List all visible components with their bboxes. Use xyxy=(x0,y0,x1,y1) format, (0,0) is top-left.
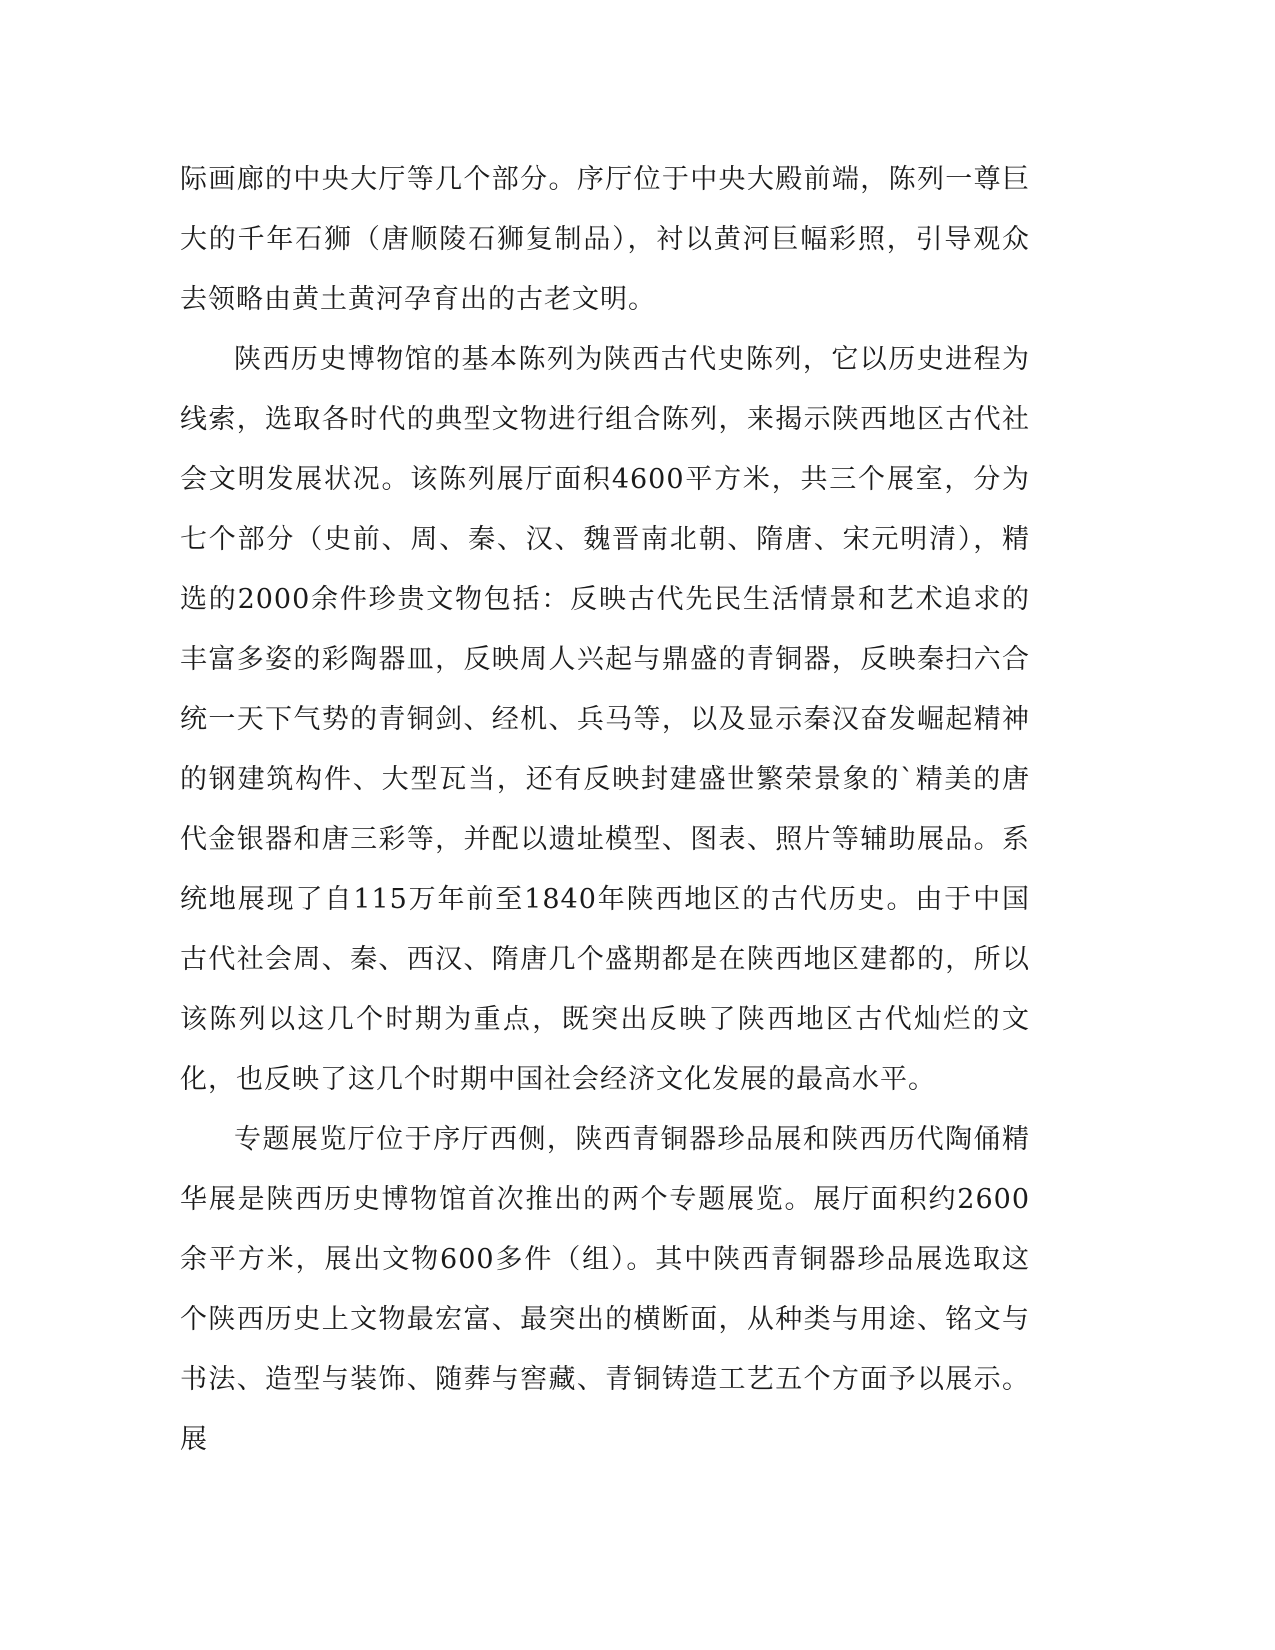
paragraph-2: 陕西历史博物馆的基本陈列为陕西古代史陈列，它以历史进程为线索，选取各时代的典型文物进行组合陈列，来揭示陕西地区古代社会文明发展状况。该陈列展厅面积4600平方米，共三个展室，分为七个部分（史前、周、秦、汉、魏晋南北朝、隋唐、宋元明清），精选的2000余件珍贵文物包括：反映古代先民生活情景和艺术追求的丰富多姿的彩陶器皿，反映周人兴起与鼎盛的青铜器，反映秦扫六合统一天下气势的青铜剑、经机、兵马等，以及显示秦汉奋发崛起精神的钢建筑构件、大型瓦当，还有反映封建盛世繁荣景象的`精美的唐代金银器和唐三彩等，并配以遗址模型、图表、照片等辅助展品。系统地展现了自115万年前至1840年陕西地区的古代历史。由于中国古代社会周、秦、西汉、隋唐几个盛期都是在陕西地区建都的，所以该陈列以这几个时期为重点，既突出反映了陕西地区古代灿烂的文化，也反映了这几个时期中国社会经济文化发展的最高水平。 xyxy=(180,344,1030,1095)
document-page xyxy=(180,150,1030,1470)
paragraph-3: 专题展览厅位于序厅西侧，陕西青铜器珍品展和陕西历代陶俑精华展是陕西历史博物馆首次推出的两个专题展览。展厅面积约2600余平方米，展出文物600多件（组）。其中陕西青铜器珍品展选取这个陕西历史上文物最宏富、最突出的横断面，从种类与用途、铭文与书法、造型与装饰、随葬与窖藏、青铜铸造工艺五个方面予以展示。展 xyxy=(180,1124,1030,1455)
paragraph-1: 际画廊的中央大厅等几个部分。序厅位于中央大殿前端，陈列一尊巨大的千年石狮（唐顺陵石狮复制品），衬以黄河巨幅彩照，引导观众去领略由黄土黄河孕育出的古老文明。 xyxy=(180,164,1030,315)
